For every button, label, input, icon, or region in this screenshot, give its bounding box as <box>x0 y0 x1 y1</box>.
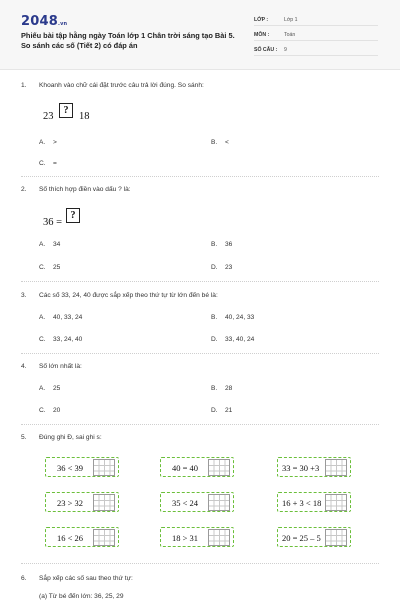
answer-box[interactable]: ? <box>59 103 73 118</box>
option-a[interactable] <box>39 241 60 248</box>
option-letter: B. <box>211 139 218 146</box>
meta-label: SỐ CÂU : <box>254 47 278 53</box>
option-value: 33, 40, 24 <box>225 336 255 343</box>
math-right: 18 <box>79 111 90 122</box>
option-value: 25 <box>53 385 61 392</box>
option-d[interactable] <box>211 264 232 271</box>
option-letter: A. <box>39 385 46 392</box>
question-text: Số lớn nhất là: <box>39 363 82 370</box>
option-c[interactable] <box>39 336 82 343</box>
question-text: Các số 33, 24, 40 được sắp xếp theo thứ tự từ lớn đến bé là: <box>39 292 218 299</box>
option-letter: C. <box>39 160 46 167</box>
option-letter: D. <box>211 264 218 271</box>
option-letter: A. <box>39 241 46 248</box>
question-number: 2. <box>21 186 27 193</box>
worksheet-header <box>0 0 400 70</box>
tf-expression: 40 = 40 <box>172 463 199 473</box>
option-letter: D. <box>211 336 218 343</box>
meta-value: Lớp 1 <box>284 17 298 23</box>
divider <box>21 424 379 425</box>
divider <box>21 281 379 282</box>
option-c[interactable] <box>39 407 60 414</box>
logo-suffix: .vn <box>57 21 68 27</box>
option-letter: C. <box>39 407 46 414</box>
tf-answer-box[interactable] <box>93 494 115 511</box>
option-value: 21 <box>225 407 233 414</box>
tf-expression: 16 < 26 <box>57 533 84 543</box>
site-logo[interactable] <box>21 14 67 29</box>
tf-answer-box[interactable] <box>325 459 347 476</box>
option-letter: B. <box>211 385 218 392</box>
tf-expression: 16 + 3 < 18 <box>282 498 322 508</box>
option-a[interactable] <box>39 314 82 321</box>
divider <box>21 563 379 564</box>
option-value: 20 <box>53 407 61 414</box>
option-value: 25 <box>53 264 61 271</box>
tf-expression: 18 > 31 <box>172 533 199 543</box>
tf-expression: 20 = 25 – 5 <box>282 533 321 543</box>
question-number: 3. <box>21 292 27 299</box>
tf-answer-box[interactable] <box>93 529 115 546</box>
option-value: 23 <box>225 264 233 271</box>
question-number: 4. <box>21 363 27 370</box>
option-value: 33, 24, 40 <box>53 336 83 343</box>
tf-item <box>277 527 351 547</box>
option-letter: A. <box>39 314 46 321</box>
option-a[interactable] <box>39 139 57 146</box>
tf-item <box>277 457 351 477</box>
option-b[interactable] <box>211 241 232 248</box>
tf-answer-box[interactable] <box>93 459 115 476</box>
tf-answer-box[interactable] <box>325 529 347 546</box>
option-letter: A. <box>39 139 46 146</box>
question-number: 1. <box>21 82 27 89</box>
tf-answer-box[interactable] <box>325 494 347 511</box>
option-value: 34 <box>53 241 61 248</box>
option-c[interactable] <box>39 264 60 271</box>
option-b[interactable] <box>211 314 254 321</box>
option-value: 36 <box>225 241 233 248</box>
option-value: 40, 24, 33 <box>225 314 255 321</box>
meta-class <box>254 14 378 26</box>
tf-expression: 36 < 39 <box>57 463 84 473</box>
tf-expression: 23 > 32 <box>57 498 84 508</box>
tf-item <box>45 492 119 512</box>
meta-value: 9 <box>284 47 287 53</box>
option-letter: B. <box>211 314 218 321</box>
question-text: Sắp xếp các số sau theo thứ tự: <box>39 575 133 582</box>
option-letter: C. <box>39 336 46 343</box>
option-value: 28 <box>225 385 233 392</box>
question-number: 5. <box>21 434 27 441</box>
tf-item <box>160 457 234 477</box>
divider <box>21 353 379 354</box>
meta-label: MÔN : <box>254 32 270 38</box>
tf-item <box>160 492 234 512</box>
option-letter: C. <box>39 264 46 271</box>
option-value: 40, 33, 24 <box>53 314 83 321</box>
logo-text: 2048 <box>21 14 58 29</box>
option-b[interactable] <box>211 139 229 146</box>
option-value: < <box>225 139 229 146</box>
meta-value: Toán <box>284 32 296 38</box>
option-b[interactable] <box>211 385 232 392</box>
option-value: = <box>53 160 57 167</box>
worksheet-title: Phiếu bài tập hằng ngày Toán lớp 1 Chân trời sáng tạo Bài 5. So sánh các số (Tiết 2) có đáp án <box>21 31 235 50</box>
question-text: Đúng ghi Đ, sai ghi s: <box>39 434 102 441</box>
option-d[interactable] <box>211 336 254 343</box>
tf-item <box>45 457 119 477</box>
sub-question: (a) Từ bé đến lớn: 36, 25, 29 <box>39 593 124 600</box>
meta-label: LỚP : <box>254 17 269 23</box>
divider <box>21 176 379 177</box>
tf-answer-box[interactable] <box>208 529 230 546</box>
answer-box[interactable]: ? <box>66 208 80 223</box>
tf-item <box>277 492 351 512</box>
meta-subject <box>254 29 378 41</box>
question-text: Khoanh vào chữ cái đặt trước câu trả lời đúng. So sánh: <box>39 82 204 89</box>
option-value: > <box>53 139 57 146</box>
option-c[interactable] <box>39 160 57 167</box>
tf-item <box>160 527 234 547</box>
tf-answer-box[interactable] <box>208 459 230 476</box>
question-text: Số thích hợp điền vào dấu ? là: <box>39 186 131 193</box>
option-d[interactable] <box>211 407 232 414</box>
tf-item <box>45 527 119 547</box>
tf-answer-box[interactable] <box>208 494 230 511</box>
tf-expression: 35 < 24 <box>172 498 199 508</box>
option-letter: B. <box>211 241 218 248</box>
question-number: 6. <box>21 575 27 582</box>
tf-expression: 33 = 30 +3 <box>282 463 320 473</box>
meta-count <box>254 44 378 56</box>
math-left: 23 <box>43 111 54 122</box>
option-a[interactable] <box>39 385 60 392</box>
math-left: 36 = <box>43 217 63 228</box>
option-letter: D. <box>211 407 218 414</box>
